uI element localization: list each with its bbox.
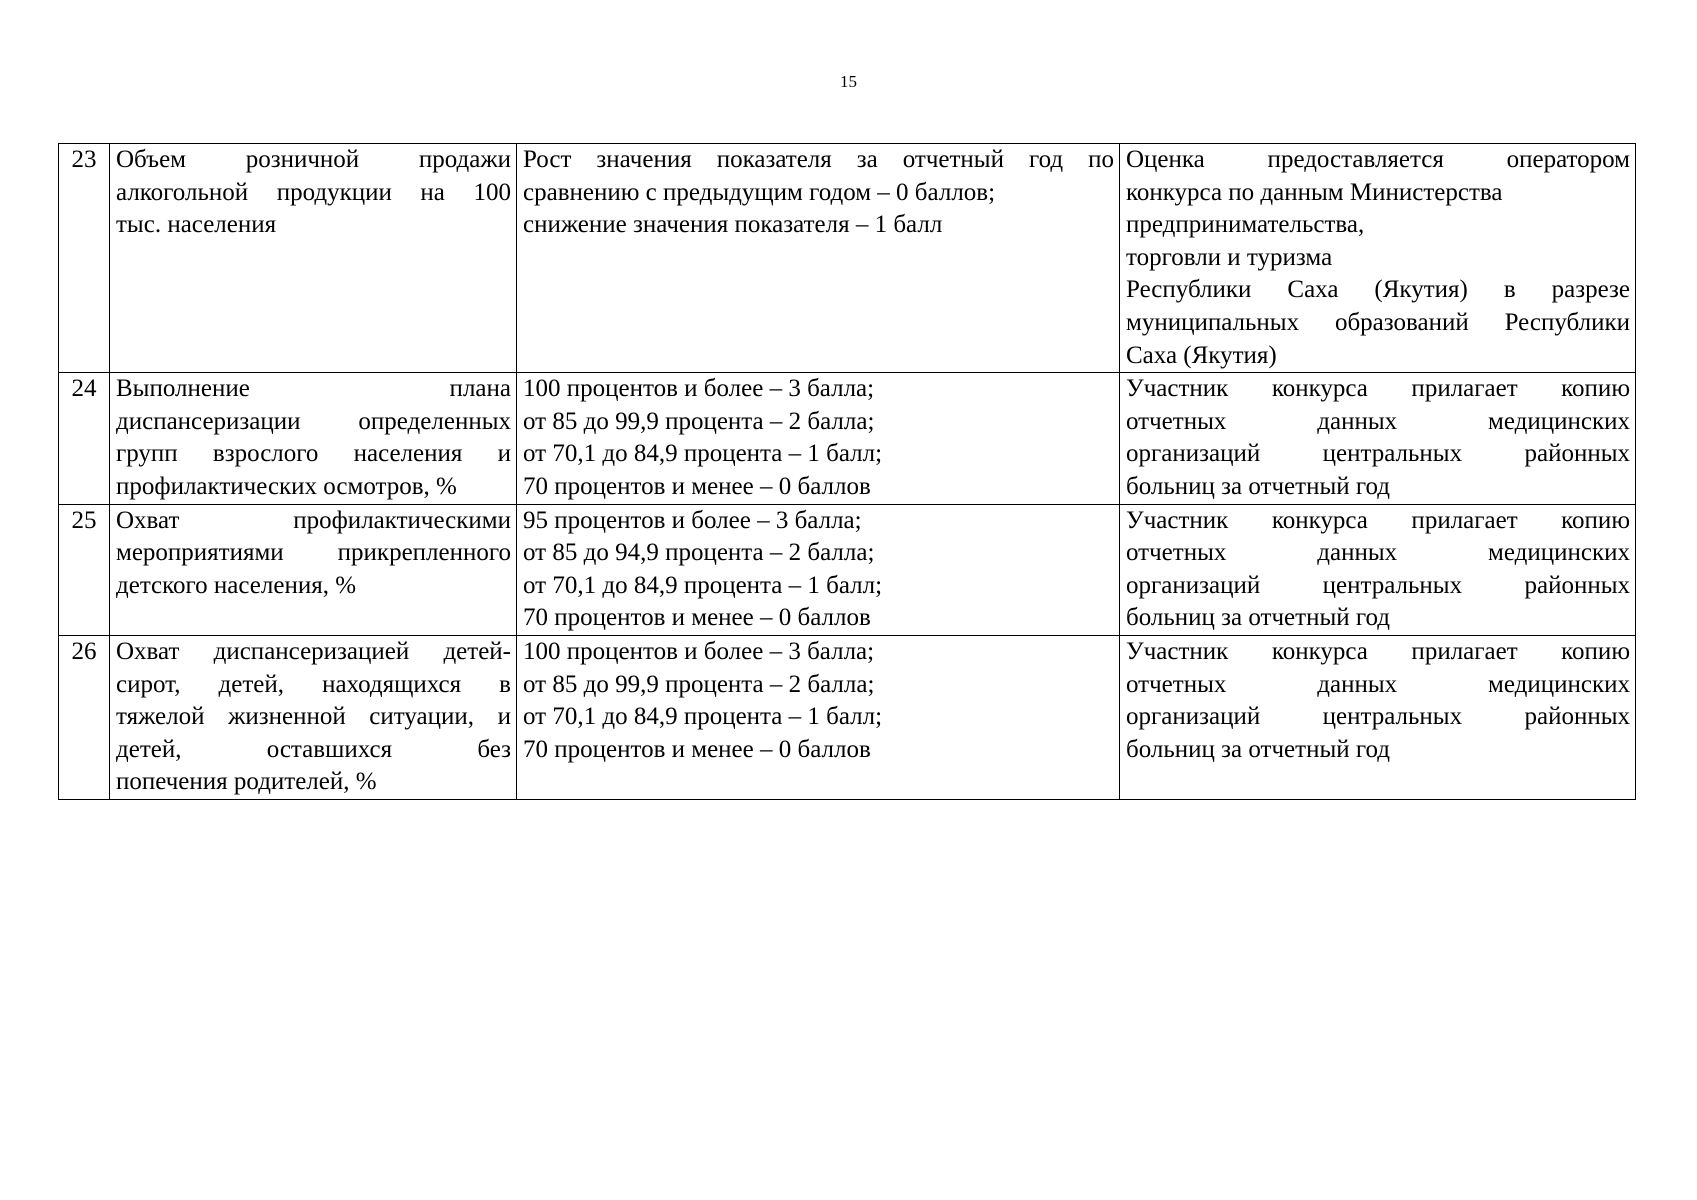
data-source-cell-line: конкурса по данным Министерства: [1126, 178, 1503, 206]
indicator-cell-line: тяжелой жизненной ситуации, и: [116, 703, 511, 731]
indicator-cell-line: Охват диспансеризацией детей-: [116, 637, 511, 665]
indicator-cell-line: попечения родителей, %: [116, 768, 377, 796]
indicator-cell-line: Выполнение плана: [116, 375, 511, 403]
indicator-cell-line: диспансеризации определенных: [116, 407, 511, 435]
page-number: 15: [840, 72, 857, 91]
scoring-cell: [517, 635, 1120, 799]
indicator-cell-line: алкогольной продукции на 100: [116, 178, 511, 206]
indicator-cell-line: детского населения, %: [116, 571, 357, 599]
table-row: [59, 504, 1636, 635]
indicator-cell-line: профилактических осмотров, %: [116, 472, 457, 500]
scoring-cell-line: Рост значения показателя за отчетный год по: [523, 146, 1114, 173]
scoring-cell-line: от 85 до 94,9 процента – 2 балла;: [523, 539, 875, 567]
data-source-cell-line: отчетных данных медицинских: [1126, 539, 1630, 567]
scoring-cell-line: 70 процентов и менее – 0 баллов: [523, 604, 871, 632]
indicator-cell-line: Охват профилактическими: [116, 506, 511, 534]
data-source-cell: [1120, 504, 1636, 635]
indicator-cell-line: сирот, детей, находящихся в: [116, 670, 511, 698]
indicator-cell-line: мероприятиями прикрепленного: [116, 539, 511, 567]
scoring-cell: [517, 504, 1120, 635]
indicator-cell-line: детей, оставшихся без: [116, 735, 511, 763]
scoring-cell-line: от 85 до 99,9 процента – 2 балла;: [523, 670, 875, 698]
table-row: [59, 635, 1636, 799]
row-number: 25: [59, 504, 110, 635]
indicator-cell: [110, 635, 517, 799]
table-row: [59, 373, 1636, 504]
row-number: 23: [59, 144, 110, 373]
table-row: [59, 144, 1636, 373]
data-source-cell-line: организаций центральных районных: [1126, 440, 1630, 468]
data-source-cell-line: Участник конкурса прилагает копию: [1126, 375, 1630, 403]
data-source-cell-line: отчетных данных медицинских: [1126, 670, 1630, 698]
data-source-cell-line: Участник конкурса прилагает копию: [1126, 637, 1630, 665]
indicator-cell-line: тыс. населения: [116, 211, 277, 239]
scoring-cell-line: снижение значения показателя – 1 балл: [523, 211, 943, 239]
scoring-cell-line: 70 процентов и менее – 0 баллов: [523, 735, 871, 763]
scoring-cell-line: 100 процентов и более – 3 балла;: [523, 375, 875, 403]
data-source-cell: [1120, 373, 1636, 504]
data-source-cell-line: предпринимательства,: [1126, 211, 1365, 239]
indicator-cell: [110, 144, 517, 373]
scoring-cell: [517, 373, 1120, 504]
indicator-cell-line: Объем розничной продажи: [116, 146, 511, 173]
data-source-cell-line: больниц за отчетный год: [1126, 735, 1391, 763]
data-source-cell-line: Саха (Якутия): [1126, 341, 1277, 369]
data-source-cell: [1120, 635, 1636, 799]
data-source-cell-line: торговли и туризма: [1126, 243, 1333, 271]
scoring-cell-line: от 70,1 до 84,9 процента – 1 балл;: [523, 571, 883, 599]
data-source-cell-line: Республики Саха (Якутия) в разрезе: [1126, 276, 1630, 304]
data-source-cell-line: больниц за отчетный год: [1126, 472, 1391, 500]
data-source-cell-line: отчетных данных медицинских: [1126, 407, 1630, 435]
scoring-cell-line: 95 процентов и более – 3 балла;: [523, 506, 862, 534]
scoring-cell-line: сравнению с предыдущим годом – 0 баллов;: [523, 178, 996, 206]
data-source-cell-line: организаций центральных районных: [1126, 571, 1630, 599]
indicator-cell: [110, 504, 517, 635]
data-source-cell-line: Оценка предоставляется оператором: [1126, 146, 1630, 173]
scoring-cell: [517, 144, 1120, 373]
scoring-cell-line: от 70,1 до 84,9 процента – 1 балл;: [523, 440, 883, 468]
criteria-table: [58, 143, 1636, 800]
indicator-cell: [110, 373, 517, 504]
scoring-cell-line: от 70,1 до 84,9 процента – 1 балл;: [523, 703, 883, 731]
indicator-cell-line: групп взрослого населения и: [116, 440, 511, 468]
data-source-cell-line: организаций центральных районных: [1126, 703, 1630, 731]
data-source-cell-line: муниципальных образований Республики: [1126, 308, 1630, 336]
scoring-cell-line: 100 процентов и более – 3 балла;: [523, 637, 875, 665]
criteria-table-body: [59, 144, 1636, 800]
row-number: 24: [59, 373, 110, 504]
data-source-cell-line: Участник конкурса прилагает копию: [1126, 506, 1630, 534]
scoring-cell-line: от 85 до 99,9 процента – 2 балла;: [523, 407, 875, 435]
data-source-cell-line: больниц за отчетный год: [1126, 604, 1391, 632]
row-number: 26: [59, 635, 110, 799]
data-source-cell: [1120, 144, 1636, 373]
scoring-cell-line: 70 процентов и менее – 0 баллов: [523, 472, 871, 500]
